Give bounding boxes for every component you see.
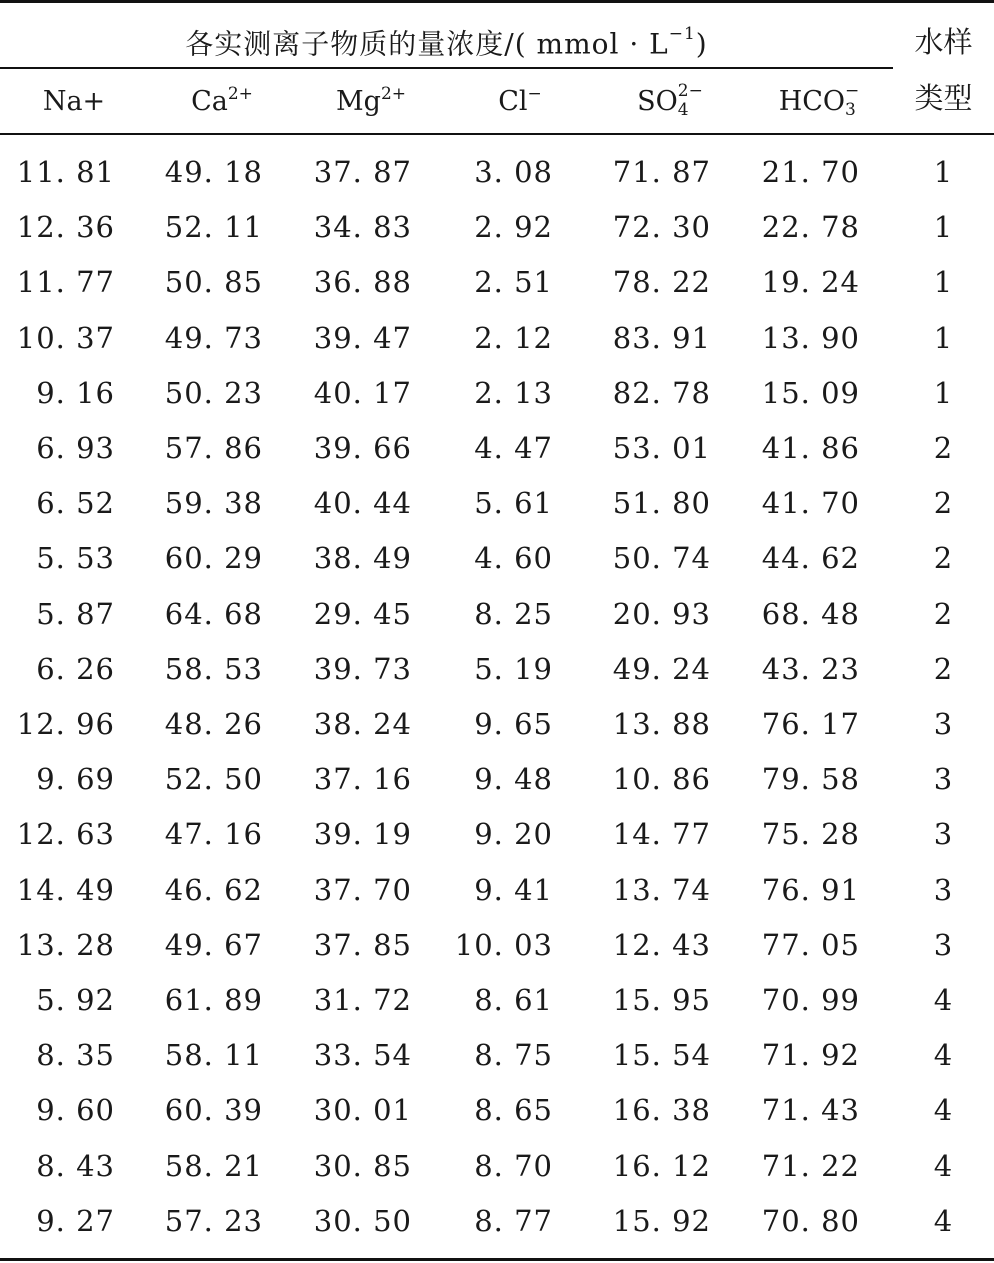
table-row (0, 255, 994, 310)
column-header-subscript: 3 (845, 99, 856, 120)
table-cell: 2. 12 (474, 320, 553, 355)
table-cell: 30. 01 (313, 1093, 412, 1128)
water-type-header-line2: 类型 (914, 81, 973, 115)
column-header-charge: − (527, 84, 542, 104)
table-cell: 8. 43 (36, 1148, 115, 1183)
column-header-charge: − (845, 80, 860, 101)
table-cell: 15. 54 (612, 1038, 711, 1073)
table-cell: 5. 92 (36, 983, 115, 1017)
table-cell: 76. 91 (761, 872, 860, 907)
top-rule (0, 0, 994, 3)
table-cell: 72. 30 (612, 210, 711, 245)
table-cell: 13. 90 (761, 320, 860, 355)
water-type-cell: 4 (933, 1148, 953, 1183)
table-cell: 4. 60 (474, 541, 553, 576)
table-row (0, 863, 994, 918)
water-type-header (893, 14, 994, 126)
table-cell: 58. 21 (164, 1148, 263, 1183)
water-type-cell: 4 (933, 1203, 953, 1238)
table-cell: 9. 65 (474, 707, 553, 741)
table-cell: 38. 49 (313, 541, 412, 576)
table-cell: 49. 67 (164, 927, 263, 962)
group-title-close: ) (695, 27, 708, 61)
table-cell: 78. 22 (612, 265, 711, 300)
table-cell: 16. 38 (612, 1093, 711, 1128)
table-cell: 8. 75 (474, 1038, 553, 1073)
table-row (0, 752, 994, 807)
table-cell: 13. 28 (16, 927, 115, 962)
table-cell: 31. 72 (313, 983, 412, 1017)
table-cell: 71. 92 (761, 1038, 860, 1073)
table-cell: 12. 96 (16, 707, 115, 741)
table-cell: 39. 73 (313, 651, 412, 686)
table-cell: 44. 62 (761, 541, 860, 576)
table-cell: 9. 16 (36, 375, 115, 410)
table-row (0, 476, 994, 531)
water-type-cell: 2 (933, 541, 953, 576)
table-cell: 6. 93 (36, 431, 115, 465)
table-cell: 77. 05 (761, 927, 860, 962)
table-cell: 37. 16 (313, 762, 412, 797)
table-cell: 48. 26 (164, 707, 263, 741)
table-row (0, 1028, 994, 1083)
water-type-cell: 3 (933, 872, 953, 907)
table-cell: 58. 53 (164, 651, 263, 686)
table-cell: 57. 23 (164, 1203, 263, 1238)
table-row (0, 973, 994, 1028)
column-header-1 (147, 72, 297, 132)
table-cell: 70. 80 (761, 1203, 860, 1238)
table-cell: 71. 87 (612, 155, 711, 189)
column-header-3 (445, 72, 595, 132)
table-cell: 39. 47 (313, 320, 412, 355)
table-cell: 9. 48 (474, 762, 553, 797)
water-type-cell: 1 (933, 375, 953, 410)
table-cell: 41. 86 (761, 431, 860, 465)
column-header-charge-index (845, 80, 860, 120)
column-header-0 (0, 72, 149, 132)
column-header-base: Na+ (42, 86, 106, 117)
table-cell: 20. 93 (612, 596, 711, 631)
table-cell: 15. 95 (612, 983, 711, 1017)
table-cell: 8. 25 (474, 596, 553, 631)
column-header-base: Ca (191, 86, 228, 117)
table-cell: 5. 61 (474, 486, 553, 521)
table-cell: 16. 12 (612, 1148, 711, 1183)
bottom-rule (0, 1258, 994, 1261)
table-cell: 36. 88 (313, 265, 412, 300)
table-cell: 8. 77 (474, 1203, 553, 1238)
table-cell: 11. 81 (16, 155, 115, 189)
table-cell: 3. 08 (474, 155, 553, 189)
column-header-base: Cl (498, 86, 528, 117)
table-cell: 14. 77 (612, 817, 711, 852)
column-header-subscript: 4 (677, 99, 689, 120)
water-type-cell: 3 (933, 927, 953, 962)
water-type-cell: 1 (933, 320, 953, 355)
table-cell: 9. 69 (36, 762, 115, 797)
table-row (0, 531, 994, 586)
table-cell: 75. 28 (761, 817, 860, 852)
table-cell: 9. 41 (474, 872, 553, 907)
table-cell: 71. 22 (761, 1148, 860, 1183)
table-cell: 51. 80 (612, 486, 711, 521)
group-title-unit-exponent: −1 (668, 24, 696, 44)
table-cell: 21. 70 (761, 155, 860, 189)
table-cell: 10. 03 (454, 927, 553, 962)
table-cell: 71. 43 (761, 1093, 860, 1128)
table-cell: 37. 87 (313, 155, 412, 189)
group-header-rule (0, 67, 893, 69)
table-cell: 5. 19 (474, 651, 553, 686)
table-cell: 40. 17 (313, 375, 412, 410)
table-row (0, 1139, 994, 1194)
table-cell: 49. 24 (612, 651, 711, 686)
water-type-cell: 2 (933, 596, 953, 631)
column-header-charge: 2+ (380, 84, 406, 104)
column-header-2 (296, 72, 446, 132)
water-type-cell: 4 (933, 1038, 953, 1073)
table-row (0, 807, 994, 862)
table-row (0, 145, 994, 200)
table-cell: 8. 35 (36, 1038, 115, 1073)
table-cell: 6. 52 (36, 486, 115, 521)
table-cell: 10. 37 (16, 320, 115, 355)
table-cell: 34. 83 (313, 210, 412, 245)
table-cell: 13. 88 (612, 707, 711, 741)
water-type-cell: 4 (933, 1093, 953, 1128)
group-title-unit: mmol · L (526, 27, 669, 61)
table-row (0, 1194, 994, 1249)
table-cell: 33. 54 (313, 1038, 412, 1073)
table-cell: 2. 13 (474, 375, 553, 410)
header-rule (0, 133, 994, 135)
column-header-4 (595, 72, 745, 132)
table-row (0, 697, 994, 752)
table-row (0, 421, 994, 476)
table-row (0, 311, 994, 366)
table-cell: 6. 26 (36, 651, 115, 686)
column-headers (0, 72, 893, 132)
column-header-charge: 2+ (227, 84, 253, 104)
water-type-cell: 3 (933, 817, 953, 852)
table-cell: 14. 49 (16, 872, 115, 907)
table-cell: 29. 45 (313, 596, 412, 631)
water-type-cell: 3 (933, 707, 953, 741)
table-cell: 37. 85 (313, 927, 412, 962)
column-header-base: HCO (778, 86, 846, 117)
table-cell: 38. 24 (313, 707, 412, 741)
table-cell: 58. 11 (164, 1038, 263, 1073)
water-type-header-line1: 水样 (914, 25, 973, 59)
table-cell: 15. 92 (612, 1203, 711, 1238)
table-cell: 43. 23 (761, 651, 860, 686)
table-cell: 8. 65 (474, 1093, 553, 1128)
table-cell: 57. 86 (164, 431, 263, 465)
water-type-cell: 4 (933, 983, 953, 1017)
table-cell: 82. 78 (612, 375, 711, 410)
table-cell: 9. 60 (36, 1093, 115, 1128)
water-type-cell: 2 (933, 651, 953, 686)
table-cell: 47. 16 (164, 817, 263, 852)
table-cell: 50. 23 (164, 375, 263, 410)
table-cell: 12. 43 (612, 927, 711, 962)
table-cell: 30. 50 (313, 1203, 412, 1238)
table-cell: 12. 63 (16, 817, 115, 852)
table-cell: 46. 62 (164, 872, 263, 907)
table-cell: 50. 74 (612, 541, 711, 576)
column-header-5 (744, 72, 894, 132)
water-type-cell: 1 (933, 265, 953, 300)
ion-concentration-group-header (0, 16, 893, 60)
water-type-cell: 1 (933, 210, 953, 245)
table-cell: 49. 18 (164, 155, 263, 189)
table-cell: 61. 89 (164, 983, 263, 1017)
table-cell: 68. 48 (761, 596, 860, 631)
table-cell: 22. 78 (761, 210, 860, 245)
table-cell: 11. 77 (16, 265, 115, 300)
table-row (0, 1083, 994, 1138)
table-cell: 5. 53 (36, 541, 115, 576)
table-cell: 2. 92 (474, 210, 553, 245)
table-cell: 9. 27 (36, 1203, 115, 1238)
water-type-cell: 3 (933, 762, 953, 797)
table-row (0, 366, 994, 421)
table-cell: 40. 44 (313, 486, 412, 521)
table-cell: 53. 01 (612, 431, 711, 465)
table-cell: 50. 85 (164, 265, 263, 300)
table-row (0, 200, 994, 255)
table-row (0, 918, 994, 973)
table-cell: 4. 47 (474, 431, 553, 465)
table-cell: 8. 61 (474, 983, 553, 1017)
table-cell: 79. 58 (761, 762, 860, 797)
table-cell: 39. 19 (313, 817, 412, 852)
table-cell: 5. 87 (36, 596, 115, 631)
table-cell: 52. 11 (164, 210, 263, 245)
table-cell: 15. 09 (761, 375, 860, 410)
table-cell: 8. 70 (474, 1148, 553, 1183)
column-header-base: SO (637, 86, 678, 117)
table-cell: 10. 86 (612, 762, 711, 797)
table-cell: 76. 17 (761, 707, 860, 741)
table-cell: 2. 51 (474, 265, 553, 300)
water-type-cell: 2 (933, 486, 953, 521)
table-cell: 13. 74 (612, 872, 711, 907)
table-cell: 41. 70 (761, 486, 860, 521)
table-cell: 70. 99 (761, 983, 860, 1017)
water-type-cell: 2 (933, 431, 953, 465)
group-title-text: 各实测离子物质的量浓度/( (185, 27, 527, 61)
table-cell: 60. 39 (164, 1093, 263, 1128)
table-cell: 64. 68 (164, 596, 263, 631)
table-row (0, 587, 994, 642)
table-cell: 37. 70 (313, 872, 412, 907)
table-cell: 83. 91 (612, 320, 711, 355)
column-header-charge-index (677, 80, 703, 120)
table-cell: 39. 66 (313, 431, 412, 465)
table-cell: 12. 36 (16, 210, 115, 245)
water-type-cell: 1 (933, 155, 953, 189)
table-cell: 30. 85 (313, 1148, 412, 1183)
table-cell: 60. 29 (164, 541, 263, 576)
column-header-base: Mg (336, 86, 381, 117)
table-cell: 49. 73 (164, 320, 263, 355)
column-header-charge: 2− (677, 80, 703, 101)
table-cell: 19. 24 (761, 265, 860, 300)
table-cell: 59. 38 (164, 486, 263, 521)
table-row (0, 642, 994, 697)
table-cell: 52. 50 (164, 762, 263, 797)
table-cell: 9. 20 (474, 817, 553, 852)
